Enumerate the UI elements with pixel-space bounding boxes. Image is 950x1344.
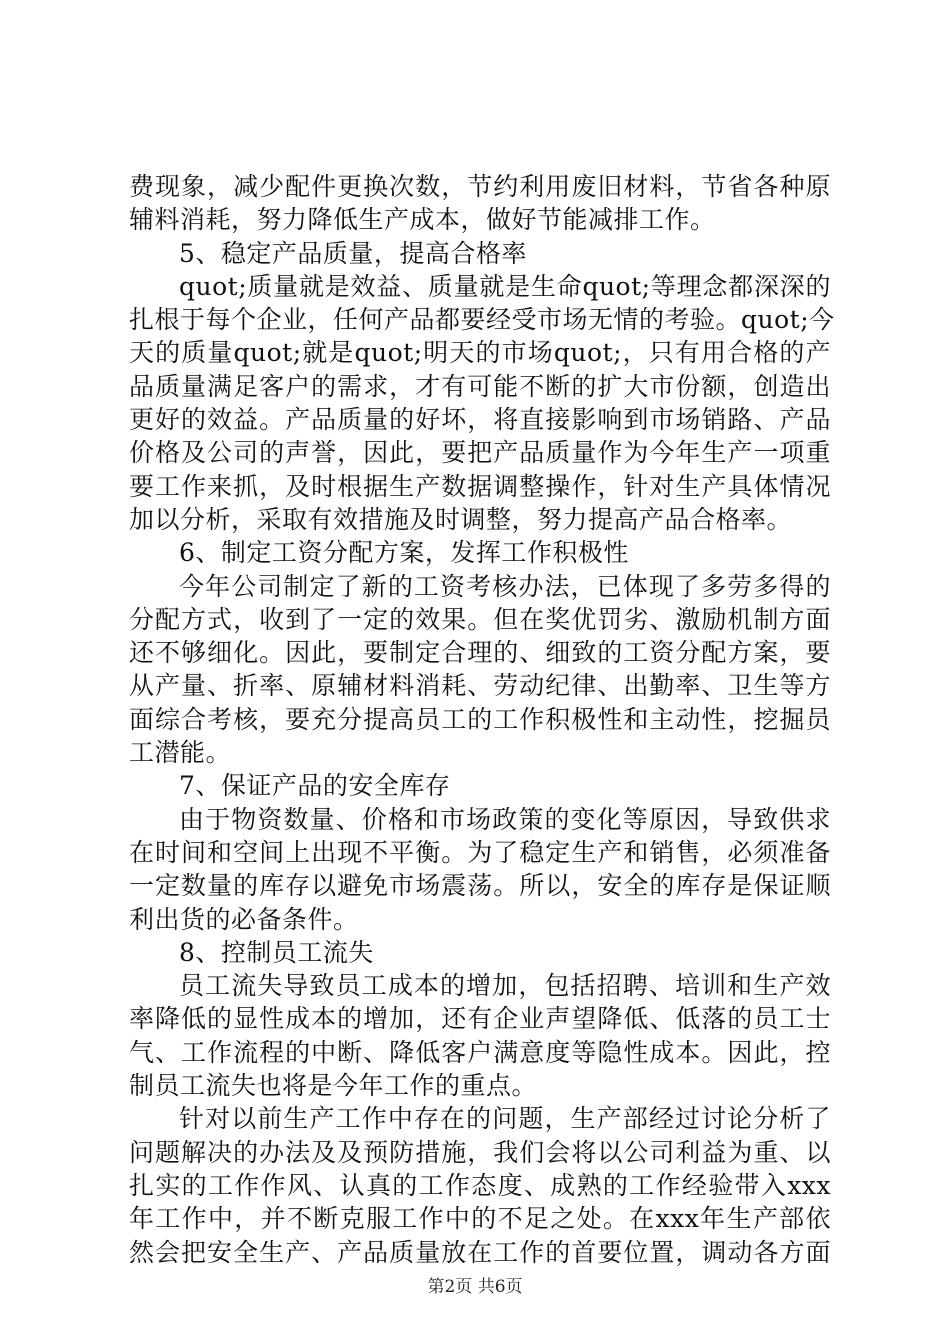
text-line: 年工作中，并不断克服工作中的不足之处。在xxx年生产部依 (129, 1204, 831, 1234)
text-line: 价格及公司的声誉，因此，要把产品质量作为今年生产一项重 (129, 438, 831, 468)
text-line: quot;质量就是效益、质量就是生命quot;等理念都深深的 (179, 271, 831, 301)
text-line: 一定数量的库存以避免市场震荡。所以，安全的库存是保证顺 (129, 871, 831, 901)
text-line: 费现象，减少配件更换次数，节约利用废旧材料，节省各种原 (129, 172, 831, 201)
text-line: 工潜能。 (129, 738, 232, 768)
section-heading (129, 536, 831, 569)
heading-text: 7、保证产品的安全库存 (179, 771, 451, 801)
text-line: 从产量、折率、原辅材料消耗、劳动纪律、出勤率、卫生等方 (129, 671, 831, 701)
paragraph (129, 969, 831, 1102)
text-line: 今年公司制定了新的工资考核办法，已体现了多劳多得的 (179, 571, 831, 601)
text-line: 针对以前生产工作中存在的问题，生产部经过讨论分析了 (179, 1104, 831, 1134)
heading-text: 8、控制员工流失 (179, 937, 374, 967)
text-line: 分配方式，收到了一定的效果。但在奖优罚劣、激励机制方面 (129, 604, 831, 634)
paragraph (129, 803, 831, 936)
document-body (129, 170, 835, 1269)
heading-text: 6、制定工资分配方案，发挥工作积极性 (179, 538, 629, 568)
text-line: 面综合考核，要充分提高员工的工作积极性和主动性，挖掘员 (129, 704, 831, 734)
text-line: 加以分析，采取有效措施及时调整，努力提高产品合格率。 (129, 504, 793, 534)
paragraph (129, 570, 831, 770)
text-line: 在时间和空间上出现不平衡。为了稳定生产和销售，必须准备 (129, 837, 831, 867)
page-footer: 第2页 共6页 (427, 1277, 523, 1297)
text-line: 制员工流失也将是今年工作的重点。 (129, 1071, 538, 1101)
text-line: 还不够细化。因此，要制定合理的、细致的工资分配方案，要 (129, 638, 831, 668)
text-line: 气、工作流程的中断、降低客户满意度等隐性成本。因此，控 (129, 1037, 831, 1067)
text-line: 然会把安全生产、产品质量放在工作的首要位置，调动各方面 (129, 1237, 831, 1267)
text-line: 问题解决的办法及及预防措施，我们会将以公司利益为重、以 (129, 1137, 831, 1167)
text-line: 更好的效益。产品质量的好坏，将直接影响到市场销路、产品 (129, 405, 831, 435)
paragraph (129, 170, 831, 237)
paragraph (129, 270, 835, 536)
paragraph (129, 1102, 831, 1268)
text-line: 由于物资数量、价格和市场政策的变化等原因，导致供求 (179, 804, 831, 834)
text-line: 员工流失导致员工成本的增加，包括招聘、培训和生产效 (179, 971, 831, 1001)
text-line: 扎实的工作作风、认真的工作态度、成熟的工作经验带入xxx (129, 1170, 831, 1200)
text-line: 要工作来抓，及时根据生产数据调整操作，针对生产具体情况 (129, 471, 831, 501)
text-line: 利出货的必备条件。 (129, 904, 359, 934)
text-line: 天的质量quot;就是quot;明天的市场quot;，只有用合格的产 (129, 338, 831, 368)
text-line: 扎根于每个企业，任何产品都要经受市场无情的考验。quot;今 (129, 305, 835, 335)
section-heading (129, 237, 831, 270)
section-heading (129, 936, 831, 969)
text-line: 率降低的显性成本的增加，还有企业声望降低、低落的员工士 (129, 1004, 831, 1034)
text-line: 辅料消耗，努力降低生产成本，做好节能减排工作。 (129, 205, 716, 235)
heading-text: 5、稳定产品质量，提高合格率 (179, 238, 527, 268)
section-heading (129, 769, 831, 802)
text-line: 品质量满足客户的需求，才有可能不断的扩大市份额，创造出 (129, 371, 831, 401)
